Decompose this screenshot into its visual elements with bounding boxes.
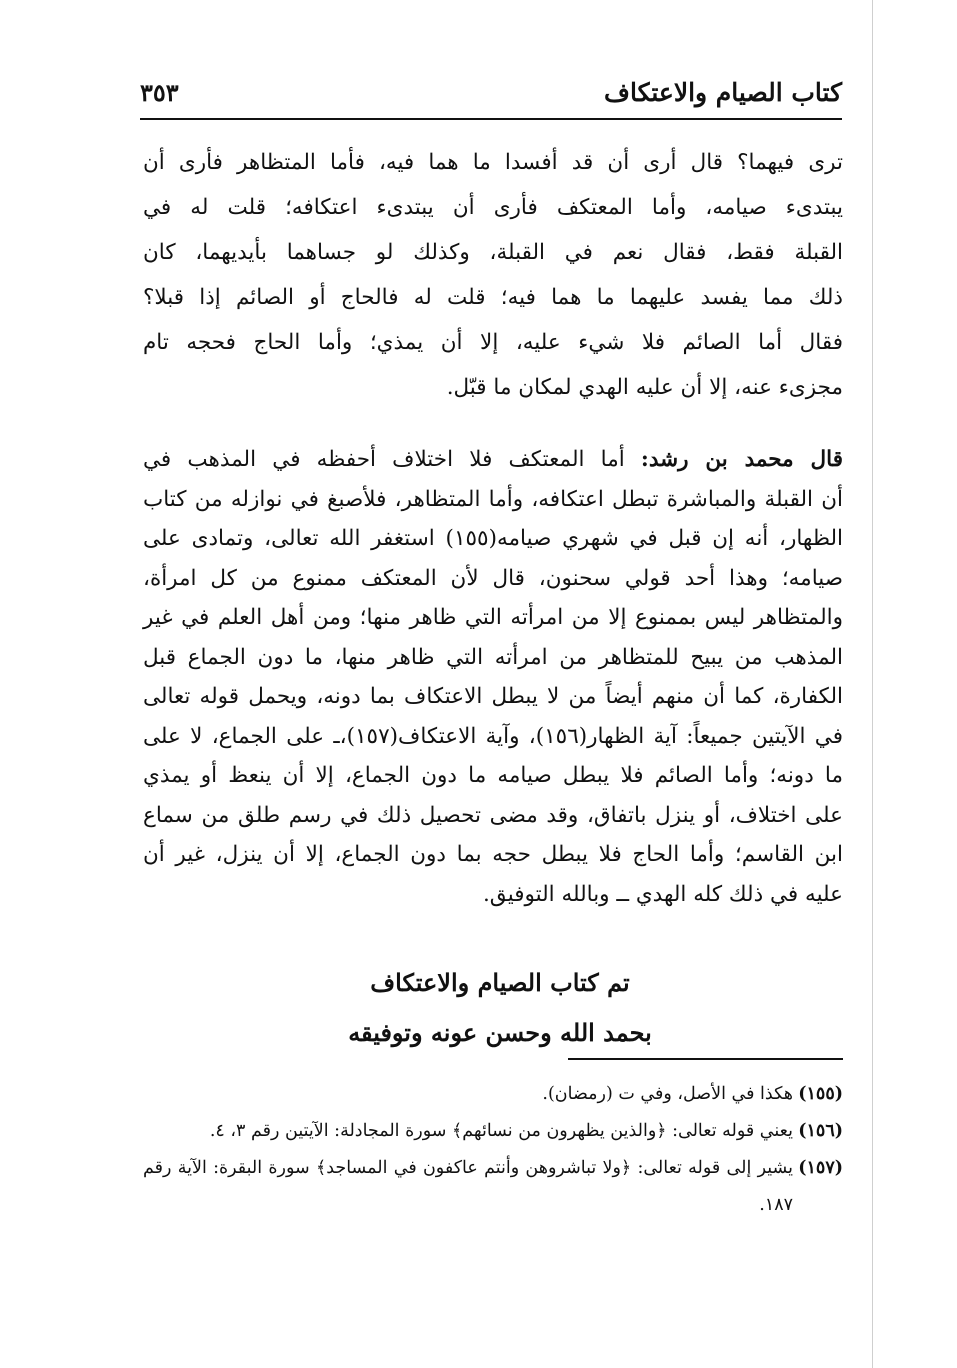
text-line: في الآيتين جميعاً: آية الظهار(١٥٦)، وآية الاعتكاف(١٥٧)،ـ على الجماع، لا على bbox=[143, 723, 844, 749]
text-line: ذلك مما يفسد عليهما ما هما فيه؛ قلت له فالحاج أو الصائم إذا قبلا؟ bbox=[143, 285, 843, 310]
text-line: فقال أما الصائم فلا شيء عليه، إلا أن يمذي؛ وأما الحاج فحجه تام bbox=[143, 330, 843, 355]
text-line: أن القبلة والمباشرة تبطل اعتكافه، وأما المتظاهر، فلأصبغ في نوازله من كتاب bbox=[143, 486, 843, 512]
footnote-text: هكذا في الأصل، وفي ت (رمضان). bbox=[542, 1084, 793, 1104]
text-line: صيامه؛ وهذا أحد قولي سحنون، قال لأن المعتكف ممنوع من كل امرأة، bbox=[143, 565, 843, 591]
text-line: والمتظاهر ليس بممنوع إلا من امرأته التي ظاهر منها؛ ومن أهل العلم في غير bbox=[143, 605, 843, 630]
text-line: القبلة فقط، فقال نعم في القبلة، وكذلك لو جساهما بأيديهما، كان bbox=[143, 240, 843, 265]
text-line: ما دونه؛ وأما الصائم فلا يبطل صيامه ما دون الجماع، إلا أن ينعظ أو يمذي bbox=[143, 763, 843, 788]
closing-line-1: تم كتاب الصيام والاعتكاف bbox=[370, 968, 630, 997]
footnote-number: (١٥٧) bbox=[798, 1158, 843, 1178]
text-line: الكفارة، كما أن منهم أيضاً من لا يبطل الاعتكاف بما دونه، ويحمل قوله تعالى bbox=[143, 684, 843, 709]
footnote-separator bbox=[568, 1058, 843, 1060]
text-line bbox=[143, 440, 843, 480]
footnote-number: (١٥٥) bbox=[798, 1084, 843, 1104]
page-number: ٣٥٣ bbox=[140, 78, 179, 107]
page-edge-line bbox=[872, 0, 873, 1368]
running-header bbox=[140, 78, 842, 122]
text-line: الظهار، أنه إن قبل في شهري صيامه(١٥٥) استغفر الله تعالى، وتمادى على bbox=[143, 526, 843, 551]
chapter-closing bbox=[300, 958, 700, 1058]
footnote bbox=[143, 1113, 843, 1150]
footnote bbox=[143, 1150, 843, 1224]
closing-line-2: بحمد الله وحسن عونه وتوفيقه bbox=[348, 1018, 652, 1047]
text-line: على اختلاف، أو ينزل باتفاق، وقد مضى تحصيل ذلك في رسم طلق من سماع bbox=[143, 802, 843, 828]
footnote-number: (١٥٦) bbox=[798, 1121, 843, 1141]
footnote-text: يشير إلى قوله تعالى: ﴿ولا تباشروهن وأنتم عاكفون في المساجد﴾ سورة البقرة: الآية رقم ١٨٧. bbox=[143, 1158, 793, 1215]
text-line: يبتدىء صيامه، وأما المعتكف فأرى أن يبتدىء اعتكافه؛ قلت له في bbox=[143, 195, 843, 220]
footnote bbox=[143, 1076, 843, 1113]
text-fragment: أما المعتكف فلا اختلاف أحفظه في المذهب في bbox=[143, 447, 641, 472]
footnote-text: يعني قوله تعالى: ﴿والذين يظهرون من نسائهم﴾ سورة المجادلة: الآيتين رقم ٣، ٤. bbox=[209, 1121, 793, 1141]
commentary-intro: قال محمد بن رشد: bbox=[640, 447, 843, 472]
paragraph-continuation bbox=[143, 140, 843, 410]
text-line: ابن القاسم؛ وأما الحاج فلا يبطل حجه بما دون الجماع، إلا أن ينزل، غير أن bbox=[143, 842, 843, 867]
text-line: عليه في ذلك كله الهدي ــ وبالله التوفيق. bbox=[482, 881, 843, 907]
header-title: كتاب الصيام والاعتكاف bbox=[604, 78, 842, 107]
text-line: المذهب من يبيح للمتظاهر من امرأته التي ظاهر منها، ما دون الجماع قبل bbox=[143, 644, 843, 670]
text-line: مجزىء عنه، إلا أن عليه الهدي لمكان ما قبّل. bbox=[446, 375, 843, 400]
header-rule bbox=[140, 118, 842, 120]
commentary-paragraph bbox=[143, 440, 843, 914]
footnotes bbox=[143, 1076, 843, 1224]
text-line: ترى فيهما؟ قال أرى أن قد أفسدا ما هما فيه، فأما المتظاهر فأرى أن bbox=[143, 150, 843, 175]
